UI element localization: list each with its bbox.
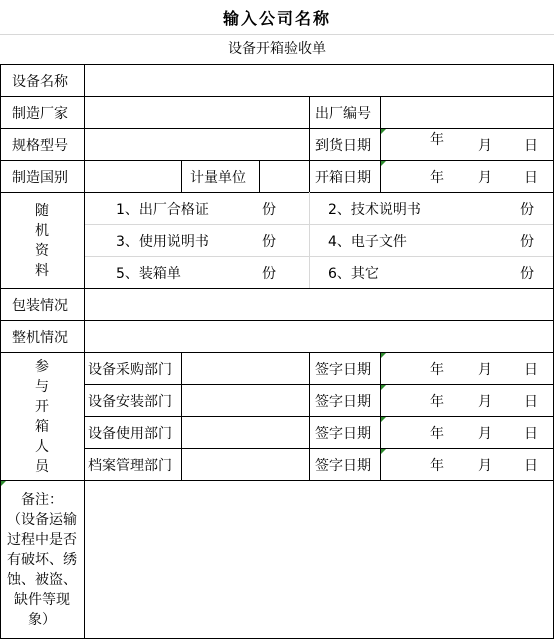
- sign-date-label: 签字日期: [315, 425, 371, 442]
- sign-date-label: 签字日期: [315, 393, 371, 410]
- cell-marker: [381, 161, 386, 166]
- open-date-label: 开箱日期: [315, 169, 371, 186]
- remarks-line: （设备运输: [7, 512, 77, 528]
- column-line: [309, 96, 310, 192]
- docs-label-char: 机: [35, 222, 49, 239]
- doc-item-unit: 份: [520, 233, 534, 250]
- arrival-date-label: 到货日期: [315, 137, 371, 154]
- month-label: 月: [478, 393, 492, 410]
- day-label: 日: [524, 457, 538, 474]
- cell-marker: [381, 449, 386, 454]
- whole-machine-label: 整机情况: [12, 329, 68, 346]
- remarks-line: 缺件等现: [14, 592, 70, 608]
- remarks-line: 备注：: [21, 492, 63, 508]
- packing-label: 包装情况: [12, 297, 68, 314]
- country-field[interactable]: [85, 161, 181, 192]
- docs-label-char: 料: [35, 262, 49, 279]
- day-label: 日: [524, 425, 538, 442]
- manufacturer-label: 制造厂家: [12, 105, 68, 122]
- unit-field[interactable]: [260, 161, 309, 192]
- year-label: 年: [430, 361, 444, 378]
- doc-item-unit: 份: [520, 265, 534, 282]
- doc-item-certificate: 1、出厂合格证: [116, 201, 209, 218]
- country-label: 制造国别: [12, 169, 68, 186]
- docs-label-char: 资: [35, 242, 49, 259]
- cell-marker: [381, 385, 386, 390]
- column-line: [309, 352, 310, 480]
- sign-date-label: 签字日期: [315, 361, 371, 378]
- procurement-signature-field[interactable]: [182, 353, 309, 384]
- participants-label-char: 参: [35, 358, 49, 375]
- day-label: 日: [524, 169, 538, 186]
- doc-item-unit: 份: [520, 201, 534, 218]
- docs-column-line: [309, 192, 310, 288]
- docs-label-char: 随: [35, 202, 49, 219]
- whole-machine-field[interactable]: [85, 321, 553, 352]
- dept-usage: 设备使用部门: [88, 425, 172, 442]
- doc-item-electronic-files: 4、电子文件: [328, 233, 407, 250]
- spec-model-field[interactable]: [85, 129, 309, 160]
- year-label: 年: [430, 393, 444, 410]
- docs-section-label: [0, 193, 84, 288]
- month-label: 月: [478, 457, 492, 474]
- remarks-line: 过程中是否: [7, 532, 77, 548]
- participants-section-label: [0, 353, 84, 480]
- usage-signature-field[interactable]: [182, 417, 309, 448]
- doc-item-unit: 份: [262, 233, 276, 250]
- month-label: 月: [478, 425, 492, 442]
- year-label: 年: [430, 132, 444, 148]
- doc-item-packing-list: 5、装箱单: [116, 265, 181, 282]
- installation-signature-field[interactable]: [182, 385, 309, 416]
- form-subtitle: 设备开箱验收单: [228, 41, 326, 57]
- device-name-label: 设备名称: [12, 73, 68, 90]
- spec-model-label: 规格型号: [12, 137, 68, 154]
- remarks-field[interactable]: [85, 481, 553, 638]
- participants-label-char: 员: [35, 458, 49, 475]
- day-label: 日: [524, 393, 538, 410]
- doc-item-other: 6、其它: [328, 265, 379, 282]
- title-separator: [0, 34, 554, 35]
- participants-label-char: 与: [35, 378, 49, 395]
- sign-date-label: 签字日期: [315, 457, 371, 474]
- company-name-title: 输入公司名称: [222, 8, 331, 28]
- participants-label-char: 箱: [35, 418, 49, 435]
- cell-marker: [381, 353, 386, 358]
- year-label: 年: [430, 169, 444, 186]
- column-line: [380, 352, 381, 480]
- doc-item-unit: 份: [262, 201, 276, 218]
- cell-marker: [381, 417, 386, 422]
- dept-archives: 档案管理部门: [88, 457, 172, 474]
- remarks-line: 象）: [28, 612, 56, 628]
- archives-signature-field[interactable]: [182, 449, 309, 480]
- manufacturer-field[interactable]: [85, 97, 309, 128]
- doc-item-tech-manual: 2、技术说明书: [328, 201, 421, 218]
- device-name-field[interactable]: [85, 65, 553, 96]
- doc-item-unit: 份: [262, 265, 276, 282]
- month-label: 月: [478, 169, 492, 186]
- year-label: 年: [430, 425, 444, 442]
- year-label: 年: [430, 457, 444, 474]
- unit-label: 计量单位: [190, 169, 246, 186]
- day-label: 日: [524, 361, 538, 378]
- participants-label-char: 人: [35, 438, 49, 455]
- column-line: [181, 160, 182, 192]
- remarks-label: [0, 484, 84, 630]
- cell-marker: [381, 129, 386, 134]
- month-label: 月: [478, 361, 492, 378]
- factory-no-field[interactable]: [381, 97, 553, 128]
- remarks-line: 蚀、被盗、: [7, 572, 77, 588]
- participants-label-char: 开: [35, 398, 49, 415]
- dept-installation: 设备安装部门: [88, 393, 172, 410]
- packing-field[interactable]: [85, 289, 553, 320]
- dept-procurement: 设备采购部门: [88, 361, 172, 378]
- month-label: 月: [478, 137, 492, 154]
- remarks-line: 有破坏、绣: [7, 552, 77, 568]
- day-label: 日: [524, 137, 538, 154]
- doc-item-user-manual: 3、使用说明书: [116, 233, 209, 250]
- factory-no-label: 出厂编号: [315, 105, 371, 122]
